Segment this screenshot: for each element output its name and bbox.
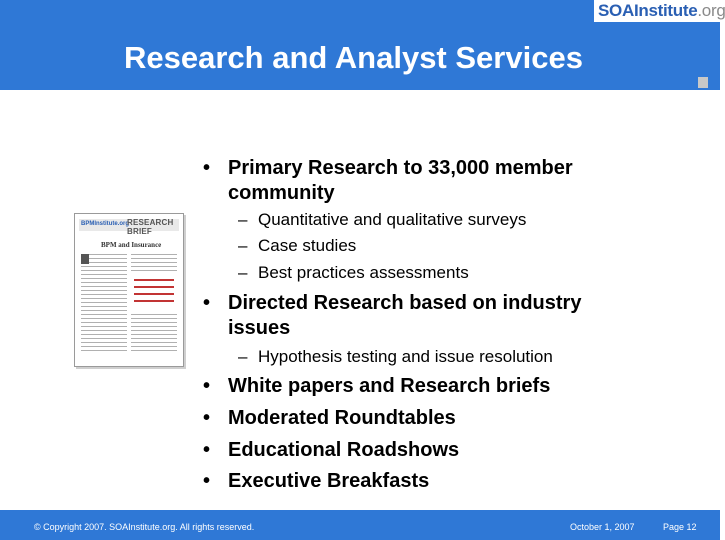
sub-bullet-text: Quantitative and qualitative surveys xyxy=(258,210,527,229)
thumbnail-label: RESEARCH BRIEF xyxy=(127,218,174,236)
bullet-text: Directed Research based on industry xyxy=(228,292,582,314)
bullet-text: White papers and Research briefs xyxy=(228,375,551,397)
sub-bullet-marker: – xyxy=(238,236,248,255)
bullet-primary-research xyxy=(203,155,573,181)
sub-bullet-marker: – xyxy=(238,263,248,282)
bullet-text: community xyxy=(228,182,335,204)
thumbnail-pull-quote xyxy=(131,274,177,314)
sub-bullet xyxy=(238,346,553,368)
bullet-text: Educational Roadshows xyxy=(228,439,460,461)
bullet-marker: • xyxy=(203,439,211,461)
thumbnail-dropcap xyxy=(81,254,89,264)
bullet-roundtables xyxy=(203,405,456,431)
bullet-white-papers xyxy=(203,373,551,399)
bullet-text: Moderated Roundtables xyxy=(228,407,456,429)
footer-page-number: Page 12 xyxy=(663,522,697,532)
bullet-marker: • xyxy=(203,470,211,492)
sub-bullet-text: Case studies xyxy=(258,236,357,255)
thumbnail-brand: BPMInstitute.org xyxy=(81,221,129,227)
bullet-directed-research-cont xyxy=(228,315,290,341)
sub-bullet-text: Hypothesis testing and issue resolution xyxy=(258,347,553,366)
bullet-marker: • xyxy=(203,375,211,397)
bullet-directed-research xyxy=(203,290,582,316)
footer-copyright: © Copyright 2007. SOAInstitute.org. All rights reserved. xyxy=(34,522,255,532)
slide-title: Research and Analyst Services xyxy=(124,40,583,75)
bullet-primary-research-cont xyxy=(228,180,335,206)
bullet-roadshows xyxy=(203,437,460,463)
soa-institute-logo: SOAInstitute.org xyxy=(598,1,725,20)
sub-bullet-text: Best practices assessments xyxy=(258,263,469,282)
bullet-marker: • xyxy=(203,292,211,314)
bullet-text: Executive Breakfasts xyxy=(228,470,430,492)
thumbnail-text-column xyxy=(81,254,127,354)
thumbnail-heading: BPM and Insurance xyxy=(101,241,162,249)
sub-bullet-marker: – xyxy=(238,347,248,366)
sub-bullet-marker: – xyxy=(238,210,248,229)
sub-bullet xyxy=(238,209,527,231)
bullet-marker: • xyxy=(203,407,211,429)
corner-decoration xyxy=(698,77,708,88)
sub-bullet xyxy=(238,262,469,284)
bullet-breakfasts xyxy=(203,468,430,494)
research-brief-thumbnail xyxy=(74,213,184,367)
bullet-marker: • xyxy=(203,157,211,179)
bullet-text: Primary Research to 33,000 member xyxy=(228,157,573,179)
footer-date: October 1, 2007 xyxy=(570,522,635,532)
bullet-text: issues xyxy=(228,317,291,339)
sub-bullet xyxy=(238,235,357,257)
